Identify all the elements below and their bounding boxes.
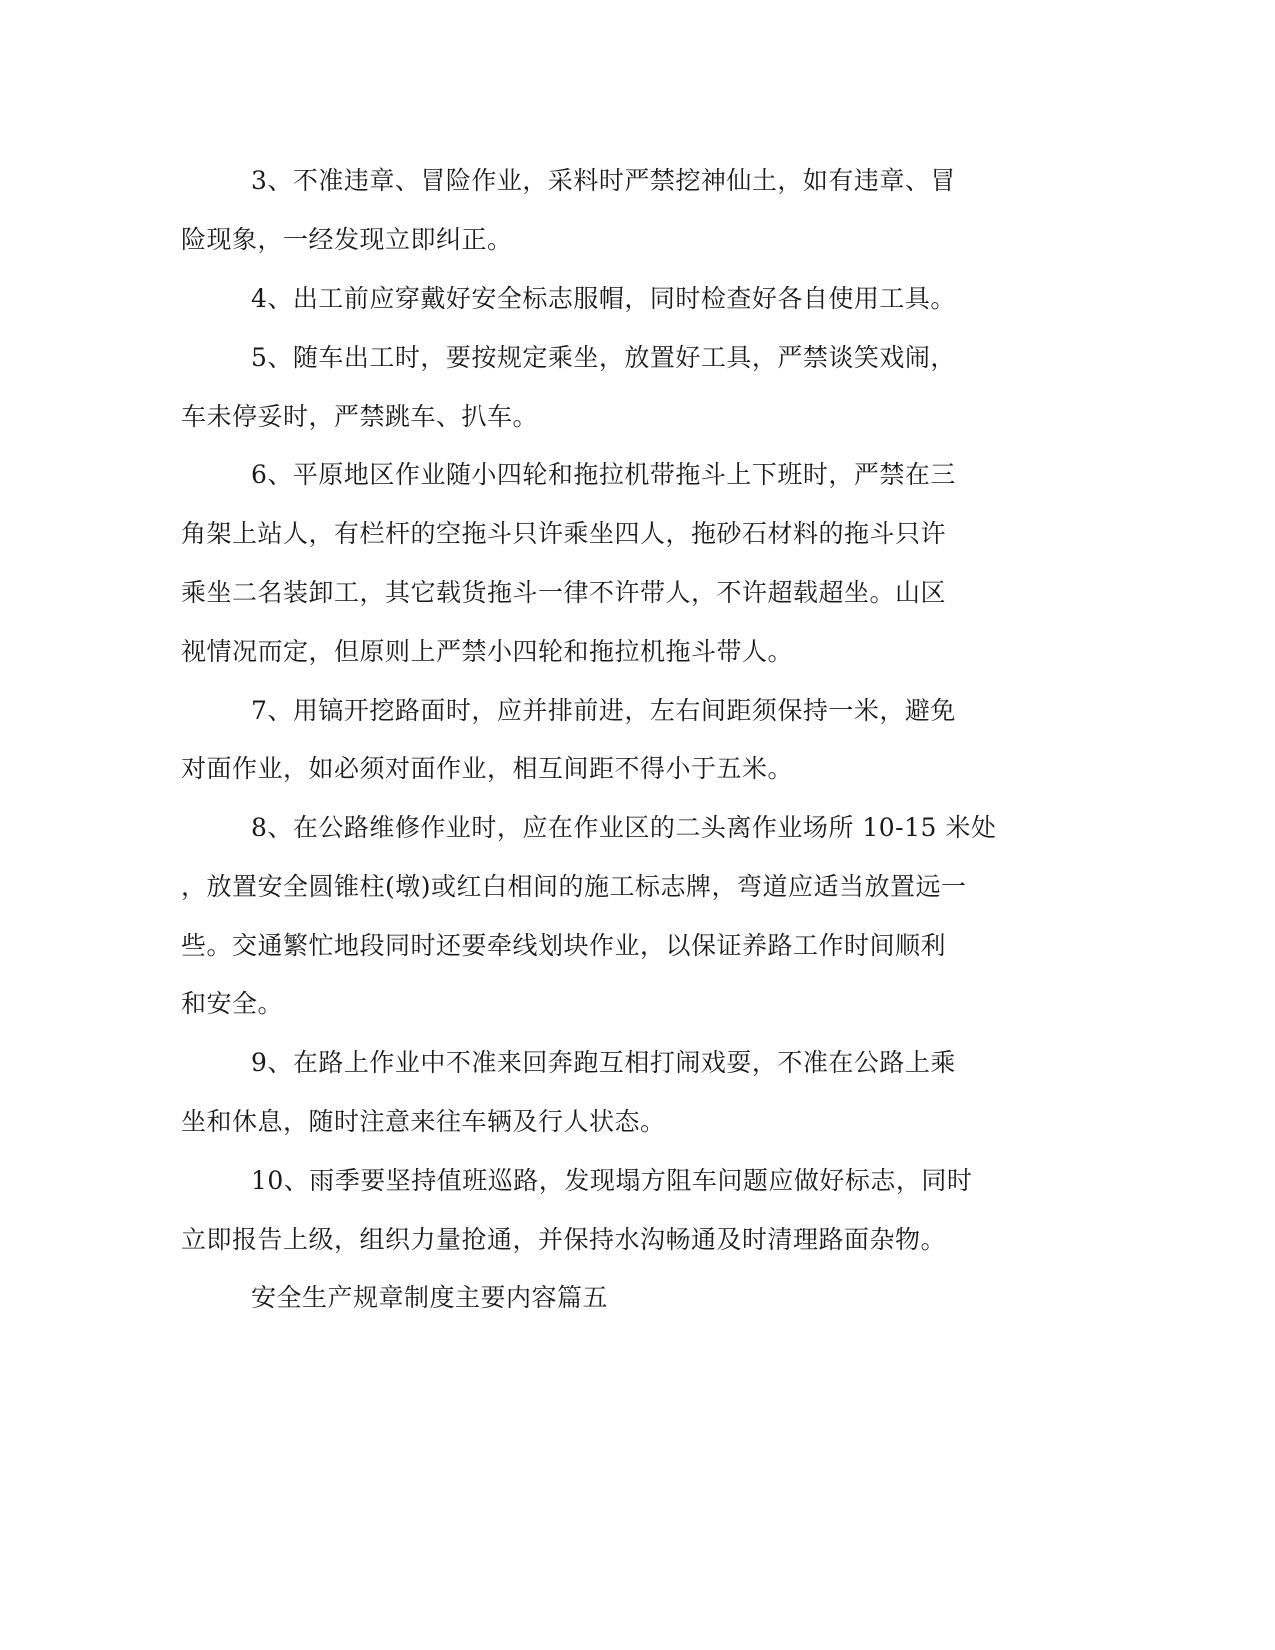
- rule-4-line-1: 4、出工前应穿戴好安全标志服帽，同时检查好各自使用工具。: [251, 284, 956, 313]
- rule-3-line-2: 险现象，一经发现立即纠正。: [181, 225, 513, 254]
- rule-6-line-1: 6、平原地区作业随小四轮和拖拉机带拖斗上下班时，严禁在三: [251, 460, 956, 489]
- section-heading: 安全生产规章制度主要内容篇五: [251, 1283, 609, 1312]
- rule-5-line-1: 5、随车出工时，要按规定乘坐，放置好工具，严禁谈笑戏闹，: [251, 343, 956, 372]
- rule-5-line-2: 车未停妥时，严禁跳车、扒车。: [181, 402, 539, 431]
- rule-7-line-2: 对面作业，如必须对面作业，相互间距不得小于五米。: [181, 754, 794, 783]
- rule-6-line-2: 角架上站人，有栏杆的空拖斗只许乘坐四人，拖砂石材料的拖斗只许: [181, 519, 947, 548]
- rule-8-line-3: 些。交通繁忙地段同时还要牵线划块作业，以保证养路工作时间顺利: [181, 931, 947, 960]
- rule-7-line-1: 7、用镐开挖路面时，应并排前进，左右间距须保持一米，避免: [251, 696, 956, 725]
- rule-9-line-1: 9、在路上作业中不准来回奔跑互相打闹戏耍，不准在公路上乘: [251, 1048, 956, 1077]
- rule-8-line-1: 8、在公路维修作业时，应在作业区的二头离作业场所 10-15 米处: [251, 813, 997, 842]
- rule-3-line-1: 3、不准违章、冒险作业，采料时严禁挖神仙土，如有违章、冒: [251, 166, 956, 195]
- rule-10-line-2: 立即报告上级，组织力量抢通，并保持水沟畅通及时清理路面杂物。: [181, 1225, 947, 1254]
- rule-6-line-4: 视情况而定，但原则上严禁小四轮和拖拉机拖斗带人。: [181, 637, 794, 666]
- rule-8-line-2: ，放置安全圆锥柱(墩)或红白相间的施工标志牌，弯道应适当放置远一: [181, 872, 967, 901]
- rule-8-line-4: 和安全。: [181, 989, 284, 1018]
- rule-6-line-3: 乘坐二名装卸工，其它载货拖斗一律不许带人，不许超载超坐。山区: [181, 578, 947, 607]
- rule-9-line-2: 坐和休息，随时注意来往车辆及行人状态。: [181, 1107, 666, 1136]
- rule-10-line-1: 10、雨季要坚持值班巡路，发现塌方阻车问题应做好标志，同时: [251, 1166, 973, 1195]
